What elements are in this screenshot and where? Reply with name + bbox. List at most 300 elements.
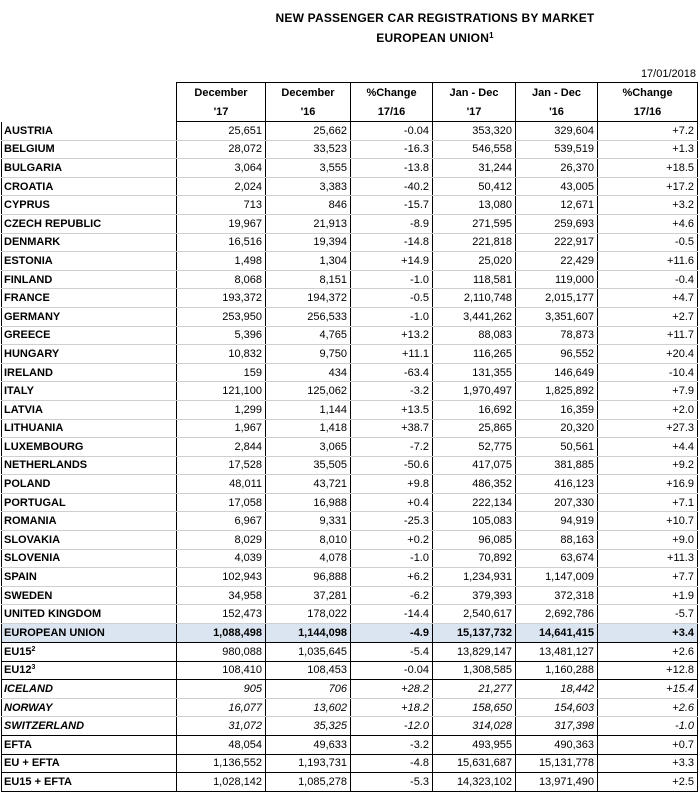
cell-dchg: -15.7 <box>351 196 433 215</box>
cell-dchg: +0.2 <box>351 531 433 550</box>
cell-dchg: -0.04 <box>351 661 433 680</box>
row-label <box>2 680 177 699</box>
cell-d16: 706 <box>266 680 351 699</box>
cell-y16: 94,919 <box>516 512 598 531</box>
cell-y17: 131,355 <box>433 363 516 382</box>
cell-d16: 21,913 <box>266 214 351 233</box>
row-label-text: FRANCE <box>4 292 50 305</box>
cell-ychg: +7.2 <box>598 122 698 141</box>
row-label <box>2 438 177 457</box>
row-label <box>2 363 177 382</box>
row-label <box>2 717 177 736</box>
eu-total-row <box>2 624 698 643</box>
country-row <box>2 382 698 401</box>
registrations-table <box>1 82 698 792</box>
cell-dchg: +14.9 <box>351 252 433 271</box>
cell-y17: 493,955 <box>433 736 516 755</box>
row-label-text: CROATIA <box>4 180 54 193</box>
row-label <box>2 605 177 624</box>
cell-y16: 317,398 <box>516 717 598 736</box>
cell-y16: 20,320 <box>516 419 598 438</box>
cell-d17: 159 <box>177 363 266 382</box>
country-row <box>2 196 698 215</box>
cell-y16: 207,330 <box>516 493 598 512</box>
country-row <box>2 122 698 141</box>
cell-dchg: +9.8 <box>351 475 433 494</box>
row-label <box>2 493 177 512</box>
row-label-text: EU15 + EFTA <box>4 775 72 788</box>
country-row <box>2 531 698 550</box>
header-ytd17-year: '17 <box>433 102 516 122</box>
row-label-text: FINLAND <box>4 273 53 286</box>
cell-d17: 16,077 <box>177 698 266 717</box>
cell-dchg: +18.2 <box>351 698 433 717</box>
row-label-text: SLOVENIA <box>4 552 61 565</box>
row-label-text: BELGIUM <box>4 143 55 156</box>
cell-ychg: +9.0 <box>598 531 698 550</box>
country-row <box>2 289 698 308</box>
row-label-text: HUNGARY <box>4 347 60 360</box>
cell-d16: 108,453 <box>266 661 351 680</box>
cell-d17: 25,651 <box>177 122 266 141</box>
country-row <box>2 140 698 159</box>
cell-d17: 102,943 <box>177 568 266 587</box>
cell-y17: 271,595 <box>433 214 516 233</box>
country-row <box>2 252 698 271</box>
cell-ychg: +1.9 <box>598 586 698 605</box>
cell-d17: 1,299 <box>177 400 266 419</box>
row-label <box>2 624 177 643</box>
row-label-text: LUXEMBOURG <box>4 440 84 453</box>
cell-ychg: +16.9 <box>598 475 698 494</box>
cell-dchg: -14.8 <box>351 233 433 252</box>
cell-y16: 2,015,177 <box>516 289 598 308</box>
cell-y16: 539,519 <box>516 140 598 159</box>
cell-ychg: +9.2 <box>598 456 698 475</box>
cell-dchg: -3.2 <box>351 736 433 755</box>
cell-d17: 28,072 <box>177 140 266 159</box>
header-row-2 <box>2 102 698 122</box>
cell-y16: 3,351,607 <box>516 307 598 326</box>
cell-y16: 119,000 <box>516 270 598 289</box>
cell-d16: 1,035,645 <box>266 643 351 662</box>
eu15-row <box>2 643 698 662</box>
report-date: 17/01/2018 <box>640 68 696 80</box>
row-label-text: LATVIA <box>4 403 43 416</box>
row-label-text: SWITZERLAND <box>4 720 85 733</box>
cell-d16: 846 <box>266 196 351 215</box>
cell-dchg: -63.4 <box>351 363 433 382</box>
header-ytd-change-period: 17/16 <box>598 102 698 122</box>
cell-d17: 48,011 <box>177 475 266 494</box>
cell-d16: 1,144,098 <box>266 624 351 643</box>
efta-country-row <box>2 698 698 717</box>
cell-dchg: -25.3 <box>351 512 433 531</box>
eu12-row <box>2 661 698 680</box>
cell-dchg: -1.0 <box>351 549 433 568</box>
cell-ychg: -0.4 <box>598 270 698 289</box>
row-label <box>2 196 177 215</box>
cell-y17: 52,775 <box>433 438 516 457</box>
cell-y17: 3,441,262 <box>433 307 516 326</box>
cell-y17: 15,137,732 <box>433 624 516 643</box>
cell-d17: 193,372 <box>177 289 266 308</box>
row-label <box>2 177 177 196</box>
header-dec16-year: '16 <box>266 102 351 122</box>
cell-y17: 486,352 <box>433 475 516 494</box>
title-footnote-mark: 1 <box>489 31 494 40</box>
cell-dchg: -50.6 <box>351 456 433 475</box>
cell-y17: 314,028 <box>433 717 516 736</box>
cell-y16: 18,442 <box>516 680 598 699</box>
country-row <box>2 307 698 326</box>
row-label-text: SWEDEN <box>4 589 53 602</box>
country-row <box>2 177 698 196</box>
cell-y16: 15,131,778 <box>516 754 598 773</box>
cell-ychg: +1.3 <box>598 140 698 159</box>
cell-y17: 16,692 <box>433 400 516 419</box>
cell-dchg: +13.2 <box>351 326 433 345</box>
header-dec17-year: '17 <box>177 102 266 122</box>
cell-y17: 118,581 <box>433 270 516 289</box>
cell-dchg: -6.2 <box>351 586 433 605</box>
cell-y17: 1,234,931 <box>433 568 516 587</box>
cell-y16: 1,160,288 <box>516 661 598 680</box>
header-row-1 <box>2 83 698 103</box>
cell-d17: 905 <box>177 680 266 699</box>
header-dec-change-period: 17/16 <box>351 102 433 122</box>
country-row <box>2 568 698 587</box>
cell-d16: 37,281 <box>266 586 351 605</box>
footnote-mark: 2 <box>31 645 36 653</box>
cell-y17: 1,970,497 <box>433 382 516 401</box>
cell-y17: 158,650 <box>433 698 516 717</box>
efta-country-row <box>2 717 698 736</box>
cell-d17: 16,516 <box>177 233 266 252</box>
cell-dchg: -7.2 <box>351 438 433 457</box>
row-label-text: ITALY <box>4 385 34 398</box>
cell-d16: 8,151 <box>266 270 351 289</box>
cell-d17: 713 <box>177 196 266 215</box>
cell-ychg: +11.3 <box>598 549 698 568</box>
row-label <box>2 382 177 401</box>
cell-y17: 105,083 <box>433 512 516 531</box>
row-label <box>2 307 177 326</box>
row-label <box>2 233 177 252</box>
cell-ychg: +10.7 <box>598 512 698 531</box>
country-row <box>2 400 698 419</box>
cell-d16: 49,633 <box>266 736 351 755</box>
row-label-text: EU + EFTA <box>4 757 60 770</box>
cell-ychg: +4.7 <box>598 289 698 308</box>
cell-y17: 70,892 <box>433 549 516 568</box>
cell-y16: 2,692,786 <box>516 605 598 624</box>
cell-y17: 417,075 <box>433 456 516 475</box>
cell-d17: 152,473 <box>177 605 266 624</box>
cell-y17: 1,308,585 <box>433 661 516 680</box>
header-ytd16-year: '16 <box>516 102 598 122</box>
cell-y17: 21,277 <box>433 680 516 699</box>
cell-d17: 31,072 <box>177 717 266 736</box>
country-row <box>2 549 698 568</box>
cell-ychg: +3.2 <box>598 196 698 215</box>
row-label <box>2 140 177 159</box>
country-row <box>2 456 698 475</box>
cell-ychg: -1.0 <box>598 717 698 736</box>
header-ytd17: Jan - Dec <box>433 83 516 103</box>
cell-d16: 1,418 <box>266 419 351 438</box>
country-row <box>2 326 698 345</box>
cell-d16: 1,193,731 <box>266 754 351 773</box>
cell-d16: 178,022 <box>266 605 351 624</box>
row-label <box>2 549 177 568</box>
cell-d17: 17,528 <box>177 456 266 475</box>
cell-y17: 31,244 <box>433 159 516 178</box>
country-row <box>2 345 698 364</box>
cell-d16: 8,010 <box>266 531 351 550</box>
row-label-text: NETHERLANDS <box>4 459 88 472</box>
row-label <box>2 512 177 531</box>
row-label <box>2 568 177 587</box>
row-label <box>2 252 177 271</box>
cell-y17: 116,265 <box>433 345 516 364</box>
cell-ychg: +11.6 <box>598 252 698 271</box>
cell-d16: 35,505 <box>266 456 351 475</box>
country-row <box>2 159 698 178</box>
row-label-text: GREECE <box>4 329 51 342</box>
row-label-text: UNITED KINGDOM <box>4 608 102 621</box>
cell-y16: 490,363 <box>516 736 598 755</box>
cell-dchg: +0.4 <box>351 493 433 512</box>
cell-y16: 372,318 <box>516 586 598 605</box>
cell-d16: 35,325 <box>266 717 351 736</box>
cell-y17: 88,083 <box>433 326 516 345</box>
country-row <box>2 233 698 252</box>
cell-y17: 25,020 <box>433 252 516 271</box>
cell-d16: 1,144 <box>266 400 351 419</box>
row-label-text: LITHUANIA <box>4 422 64 435</box>
cell-y17: 50,412 <box>433 177 516 196</box>
cell-y16: 26,370 <box>516 159 598 178</box>
row-label-text: ICELAND <box>4 683 53 696</box>
cell-dchg: -8.9 <box>351 214 433 233</box>
cell-y16: 146,649 <box>516 363 598 382</box>
cell-d17: 980,088 <box>177 643 266 662</box>
cell-ychg: +12.8 <box>598 661 698 680</box>
cell-d16: 1,085,278 <box>266 773 351 792</box>
cell-d17: 17,058 <box>177 493 266 512</box>
cell-ychg: -0.5 <box>598 233 698 252</box>
title-line-1: NEW PASSENGER CAR REGISTRATIONS BY MARKET <box>275 11 595 25</box>
cell-ychg: +3.3 <box>598 754 698 773</box>
cell-dchg: +11.1 <box>351 345 433 364</box>
cell-ychg: +15.4 <box>598 680 698 699</box>
cell-y16: 154,603 <box>516 698 598 717</box>
cell-y16: 13,971,490 <box>516 773 598 792</box>
cell-y17: 13,829,147 <box>433 643 516 662</box>
cell-d17: 6,967 <box>177 512 266 531</box>
cell-d17: 108,410 <box>177 661 266 680</box>
cell-dchg: -1.0 <box>351 307 433 326</box>
row-label-text: DENMARK <box>4 236 61 249</box>
cell-ychg: +11.7 <box>598 326 698 345</box>
cell-d16: 3,065 <box>266 438 351 457</box>
title-line-2 <box>175 27 695 47</box>
country-row <box>2 438 698 457</box>
row-label <box>2 289 177 308</box>
row-label <box>2 419 177 438</box>
row-label <box>2 586 177 605</box>
cell-ychg: +3.4 <box>598 624 698 643</box>
row-label <box>2 475 177 494</box>
cell-d16: 125,062 <box>266 382 351 401</box>
country-row <box>2 493 698 512</box>
cell-d16: 4,765 <box>266 326 351 345</box>
country-row <box>2 512 698 531</box>
cell-y16: 12,671 <box>516 196 598 215</box>
row-label-text: EUROPEAN UNION <box>4 627 105 640</box>
row-label-text: CYPRUS <box>4 199 50 212</box>
cell-dchg: -1.0 <box>351 270 433 289</box>
cell-d16: 25,662 <box>266 122 351 141</box>
cell-y16: 96,552 <box>516 345 598 364</box>
total-row <box>2 736 698 755</box>
header-dec17: December <box>177 83 266 103</box>
row-label-text: POLAND <box>4 478 51 491</box>
cell-y16: 13,481,127 <box>516 643 598 662</box>
cell-ychg: +7.9 <box>598 382 698 401</box>
cell-d17: 34,958 <box>177 586 266 605</box>
cell-d17: 1,088,498 <box>177 624 266 643</box>
cell-d16: 96,888 <box>266 568 351 587</box>
cell-y16: 63,674 <box>516 549 598 568</box>
cell-dchg: -0.5 <box>351 289 433 308</box>
row-label <box>2 643 177 662</box>
cell-y16: 14,641,415 <box>516 624 598 643</box>
row-label-text: SLOVAKIA <box>4 533 61 546</box>
row-label <box>2 754 177 773</box>
row-label <box>2 400 177 419</box>
cell-y16: 416,123 <box>516 475 598 494</box>
cell-d17: 5,396 <box>177 326 266 345</box>
header-ytd16: Jan - Dec <box>516 83 598 103</box>
cell-y16: 50,561 <box>516 438 598 457</box>
total-row <box>2 773 698 792</box>
cell-d17: 1,028,142 <box>177 773 266 792</box>
cell-y16: 1,147,009 <box>516 568 598 587</box>
row-label <box>2 159 177 178</box>
cell-ychg: +2.5 <box>598 773 698 792</box>
row-label-text: AUSTRIA <box>4 124 53 137</box>
cell-d16: 194,372 <box>266 289 351 308</box>
cell-ychg: -10.4 <box>598 363 698 382</box>
cell-dchg: -4.9 <box>351 624 433 643</box>
cell-d16: 434 <box>266 363 351 382</box>
cell-y17: 15,631,687 <box>433 754 516 773</box>
row-label-text: EU12 <box>4 664 32 677</box>
cell-d16: 9,331 <box>266 512 351 531</box>
cell-dchg: -14.4 <box>351 605 433 624</box>
cell-y16: 22,429 <box>516 252 598 271</box>
country-row <box>2 419 698 438</box>
total-row <box>2 754 698 773</box>
cell-dchg: -13.8 <box>351 159 433 178</box>
cell-d17: 1,967 <box>177 419 266 438</box>
cell-y17: 379,393 <box>433 586 516 605</box>
cell-ychg: +2.6 <box>598 643 698 662</box>
row-label-text: BULGARIA <box>4 161 63 174</box>
row-label <box>2 531 177 550</box>
cell-d17: 2,024 <box>177 177 266 196</box>
cell-d17: 1,136,552 <box>177 754 266 773</box>
cell-d16: 3,555 <box>266 159 351 178</box>
cell-d17: 10,832 <box>177 345 266 364</box>
country-row <box>2 475 698 494</box>
cell-y16: 16,359 <box>516 400 598 419</box>
row-label <box>2 270 177 289</box>
cell-ychg: +17.2 <box>598 177 698 196</box>
table-body <box>2 122 698 792</box>
cell-dchg: -12.0 <box>351 717 433 736</box>
cell-d16: 16,988 <box>266 493 351 512</box>
row-label-text: SPAIN <box>4 571 37 584</box>
row-label-text: ROMANIA <box>4 515 57 528</box>
country-row <box>2 214 698 233</box>
row-label-text: PORTUGAL <box>4 496 66 509</box>
row-label <box>2 773 177 792</box>
cell-d16: 43,721 <box>266 475 351 494</box>
cell-d16: 9,750 <box>266 345 351 364</box>
cell-y16: 88,163 <box>516 531 598 550</box>
efta-country-row <box>2 680 698 699</box>
cell-dchg: +13.5 <box>351 400 433 419</box>
cell-dchg: -0.04 <box>351 122 433 141</box>
cell-ychg: -5.7 <box>598 605 698 624</box>
cell-d17: 253,950 <box>177 307 266 326</box>
footnote-mark: 3 <box>31 664 36 672</box>
title-line-2-text: EUROPEAN UNION <box>376 31 490 45</box>
cell-dchg: +6.2 <box>351 568 433 587</box>
country-row <box>2 270 698 289</box>
row-label <box>2 661 177 680</box>
cell-ychg: +18.5 <box>598 159 698 178</box>
cell-y16: 381,885 <box>516 456 598 475</box>
cell-y17: 25,865 <box>433 419 516 438</box>
row-label <box>2 345 177 364</box>
row-label <box>2 736 177 755</box>
header-blank <box>2 83 177 103</box>
cell-d16: 19,394 <box>266 233 351 252</box>
cell-ychg: +7.1 <box>598 493 698 512</box>
cell-dchg: +28.2 <box>351 680 433 699</box>
cell-d17: 1,498 <box>177 252 266 271</box>
cell-d17: 4,039 <box>177 549 266 568</box>
cell-d16: 3,383 <box>266 177 351 196</box>
row-label-text: IRELAND <box>4 366 53 379</box>
row-label-text: ESTONIA <box>4 254 53 267</box>
cell-d17: 2,844 <box>177 438 266 457</box>
cell-d16: 13,602 <box>266 698 351 717</box>
header-blank <box>2 102 177 122</box>
cell-ychg: +4.4 <box>598 438 698 457</box>
cell-dchg: -5.4 <box>351 643 433 662</box>
cell-y16: 43,005 <box>516 177 598 196</box>
cell-y16: 1,825,892 <box>516 382 598 401</box>
country-row <box>2 363 698 382</box>
row-label-text: EU15 <box>4 645 32 658</box>
cell-dchg: -40.2 <box>351 177 433 196</box>
cell-y17: 546,558 <box>433 140 516 159</box>
